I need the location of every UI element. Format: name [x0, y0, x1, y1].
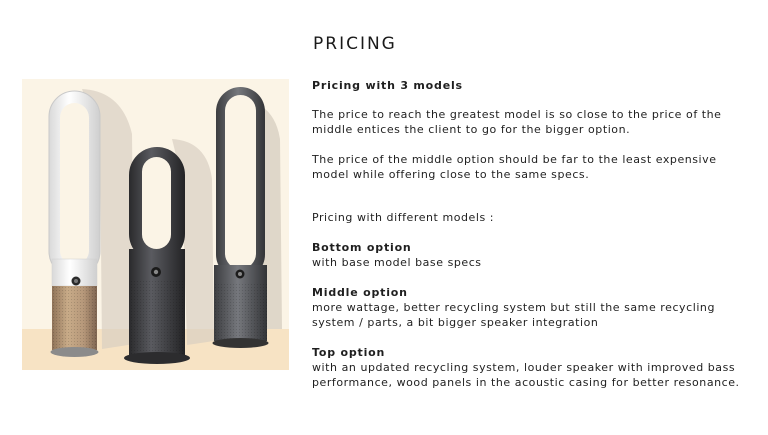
pricing-paragraph-2: The price of the middle option should be far to the least expensive model while offering close to the same specs.: [312, 153, 717, 181]
middle-option-description: more wattage, better recycling system but still the same recycling system / parts, a bit bigger speaker integration: [312, 301, 715, 329]
middle-option-title: Middle option: [312, 286, 408, 299]
pricing-intro: Pricing with different models :: [312, 211, 495, 224]
dark-purifier: [124, 147, 190, 364]
pricing-content: [312, 78, 752, 405]
top-option-title: Top option: [312, 346, 386, 359]
product-photo: [22, 79, 289, 370]
tall-grey-purifier: [213, 87, 269, 348]
slide-title: PRICING: [313, 34, 397, 54]
white-gold-purifier: [49, 91, 100, 357]
top-option-description: with an updated recycling system, louder speaker with improved bass performance, wood panels in the acoustic casing for better resonance.: [312, 361, 740, 389]
pricing-paragraph-1: The price to reach the greatest model is so close to the price of the middle entices the client to go for the bigger option.: [312, 108, 722, 136]
pricing-subtitle: Pricing with 3 models: [312, 79, 463, 92]
bottom-option-description: with base model base specs: [312, 256, 482, 269]
bottom-option-title: Bottom option: [312, 241, 412, 254]
